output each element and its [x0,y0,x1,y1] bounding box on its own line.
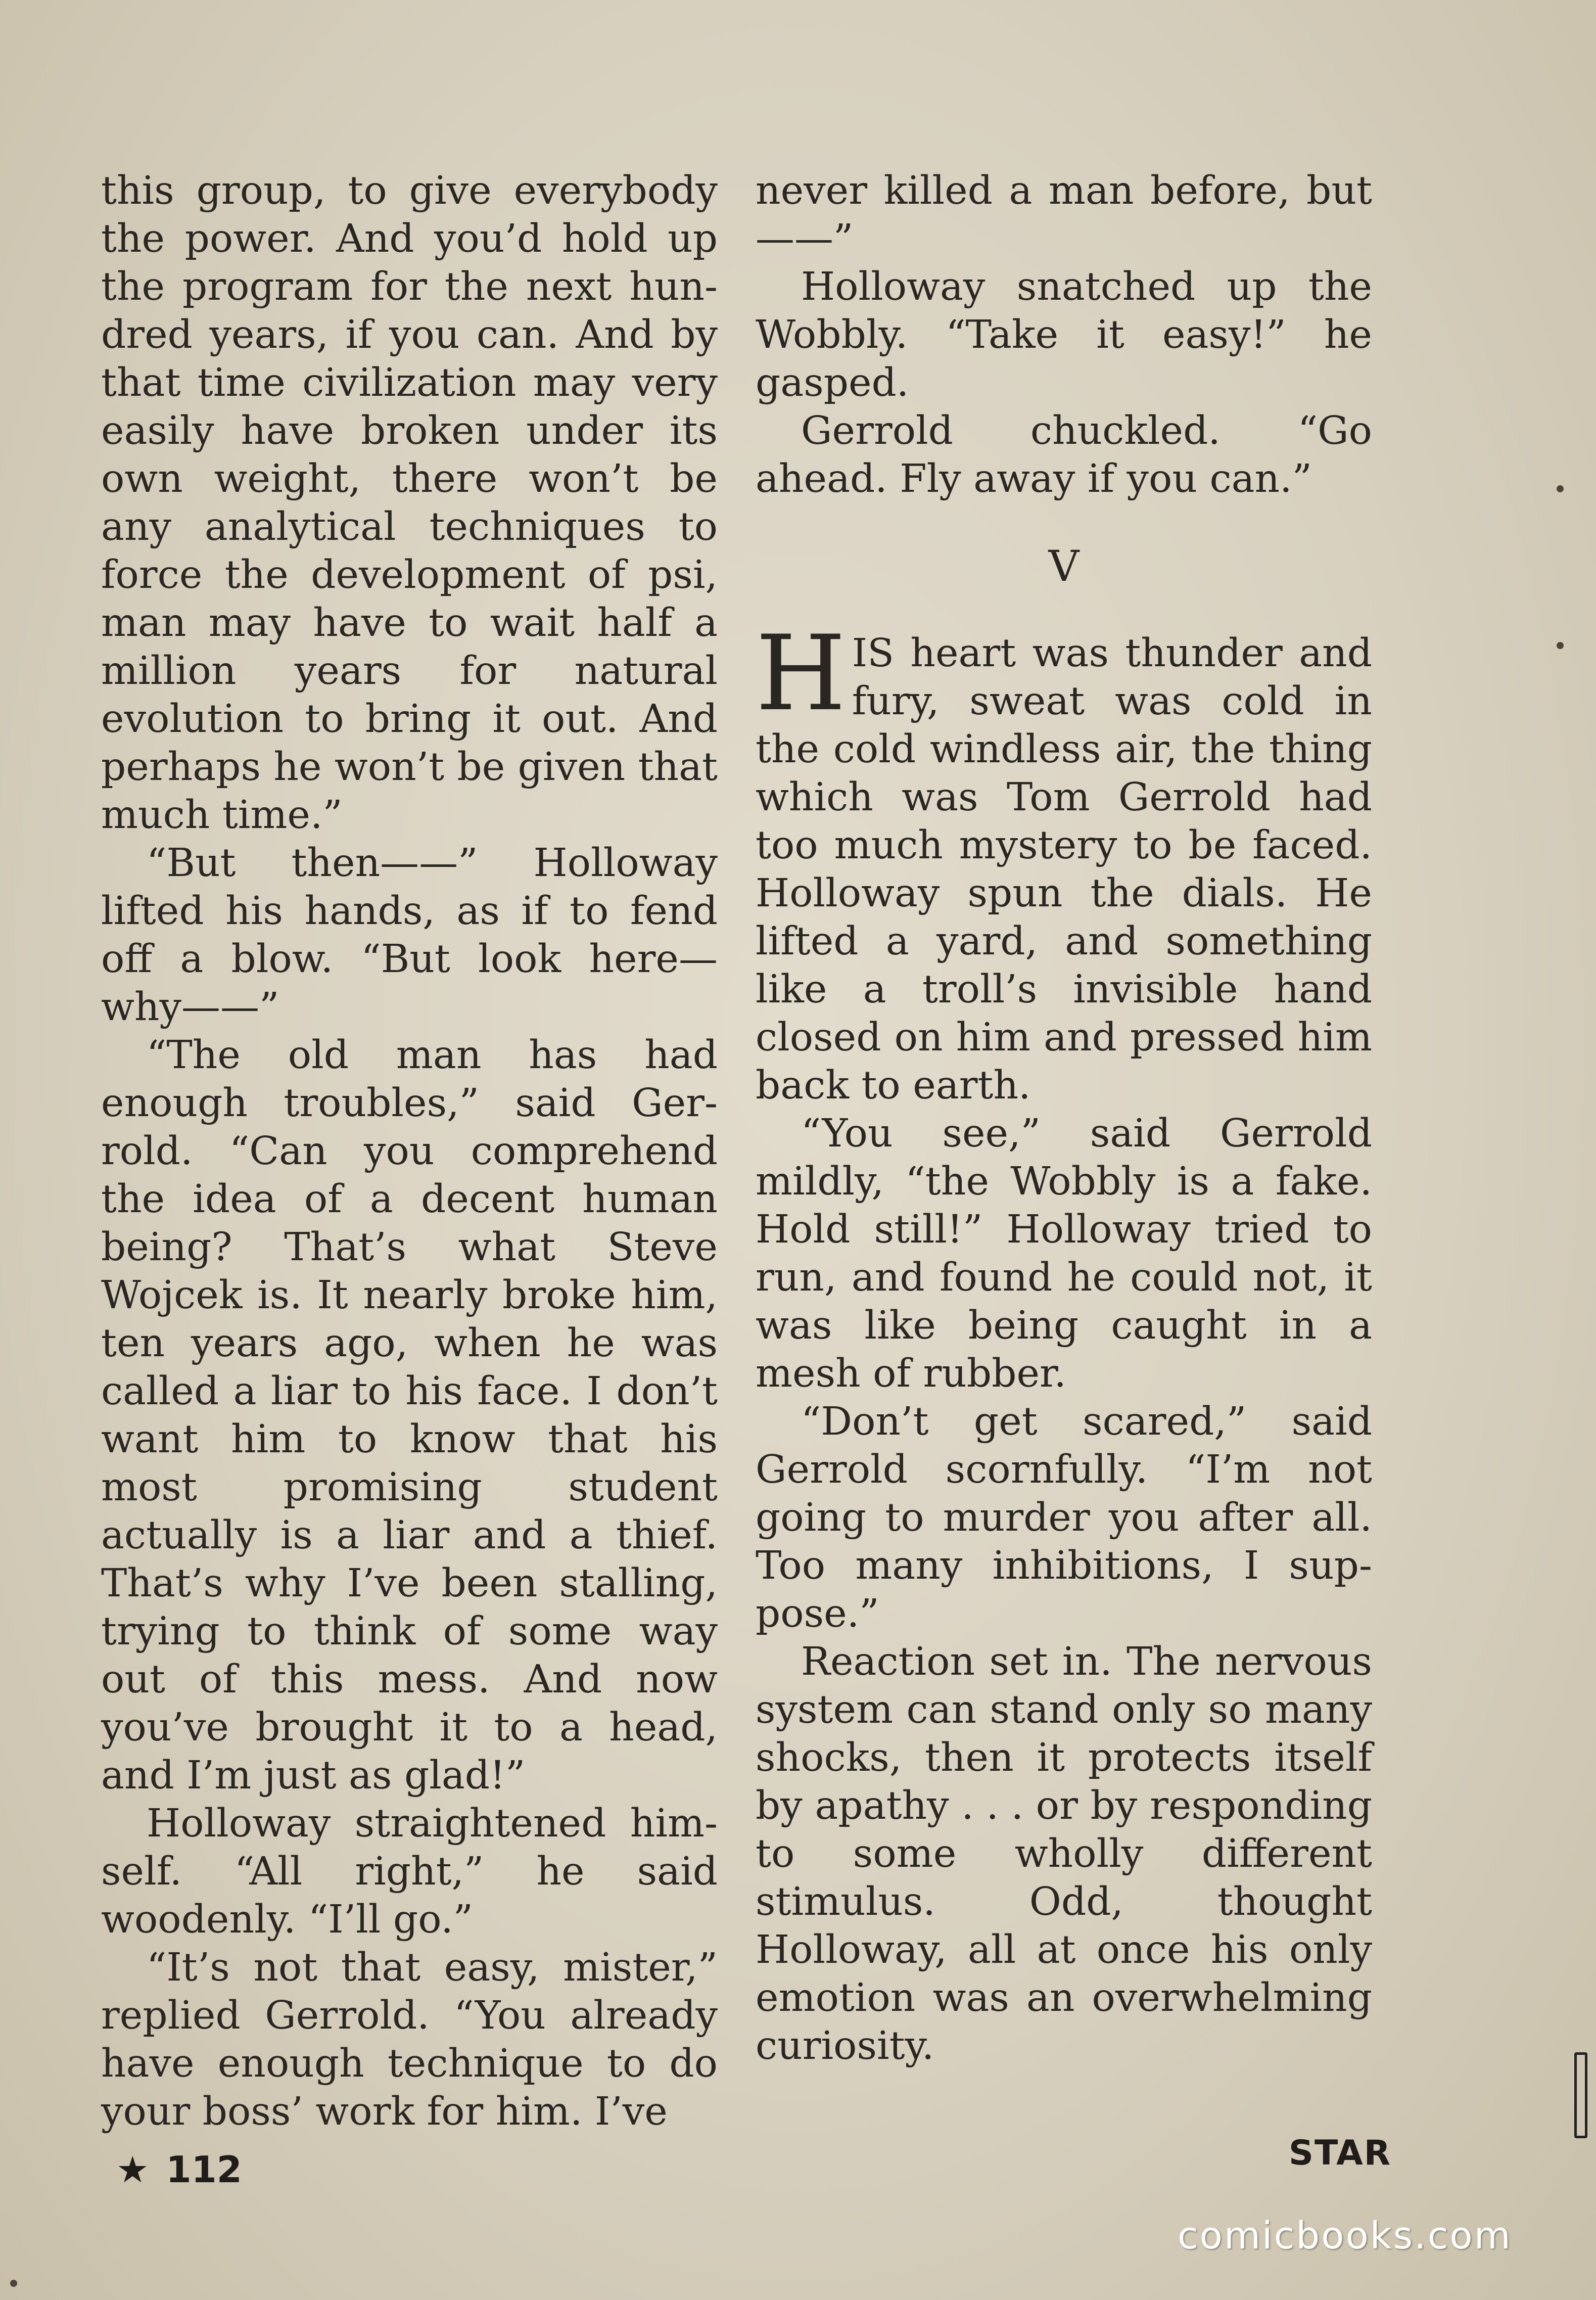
right-paragraph-2: Holloway snatched up the Wobbly. “Take it easy!” he gasped. [756,264,1372,405]
right-paragraph-1: never killed a man before, but——” [756,168,1372,261]
left-paragraph-2: “But then——” Holloway lifted his hands, as if to fend off a blow. “But look here— why——” [101,841,718,1030]
magazine-name: STAR [1289,2133,1392,2173]
edge-speck [1557,485,1564,492]
right-column [756,167,1372,2070]
star-icon: ★ [116,2148,149,2191]
right-paragraph-7: Reaction set in. The nervous system can stand only so many shocks, then it protects itself by apathy . . . or by responding to some wholly different stimulus. Odd, thought Holloway, all at once his only emotion was an overwhelming curiosity. [756,1639,1372,2068]
page-number: 112 [166,2148,242,2191]
page-footer-left [116,2148,242,2191]
right-paragraph-5: “You see,” said Gerrold mildly, “the Wobbly is a fake. Hold still!” Holloway tried to run, and found he could not, it was like being caught in a mesh of rubber. [756,1111,1372,1396]
right-paragraph-3: Gerrold chuckled. “Go ahead. Fly away if you can.” [756,408,1372,501]
right-paragraph-dropcap: HIS heart was thunder and fury, sweat was cold in the cold windless air, the thing which was Tom Gerrold had too much mystery to be faced. Holloway spun the dials. He lifted a yard, and something like a troll’s invisible hand closed on him and pressed him back to earth. [756,614,1372,1108]
edge-speck [1557,642,1564,649]
left-paragraph-4: Holloway straightened himself. “All right,” he said woodenly. “I’ll go.” [101,1801,718,1942]
left-paragraph-5: “It’s not that easy, mister,” replied Gerrold. “You already have enough technique to do your boss’ work for him. I’ve [101,1945,718,2134]
section-heading: V [1048,541,1079,591]
left-column [101,167,718,2136]
edge-speck [10,2280,17,2287]
left-paragraph-3: “The old man has had enough troubles,” said Gerrold. “Can you comprehend the idea of a decent human being? That’s what Steve Wojcek is. It nearly broke him, ten years ago, when he was called a liar to his face. I don’t want him to know that his most promising student actually is a liar and a thief. That’s why I’ve been stalling, trying to think of some way out of this mess. And now you’ve brought it to a head, and I’m just as glad!” [101,1033,718,1798]
right-paragraph-6: “Don’t get scared,” said Gerrold scornfully. “I’m not going to murder you after all. Too many inhibitions, I suppose.” [756,1399,1372,1636]
binding-mark [1574,2052,1587,2138]
left-paragraph-1: this group, to give everybody the power. And you’d hold up the program for the next hundred years, if you can. And by that time civilization may very easily have broken under its own weight, there won’t be any analytical techniques to force the development of psi, man may have to wait half a million years for natural evolution to bring it out. And perhaps he won’t be given that much time.” [101,168,718,838]
watermark: comicbooks.com [1178,2214,1512,2258]
